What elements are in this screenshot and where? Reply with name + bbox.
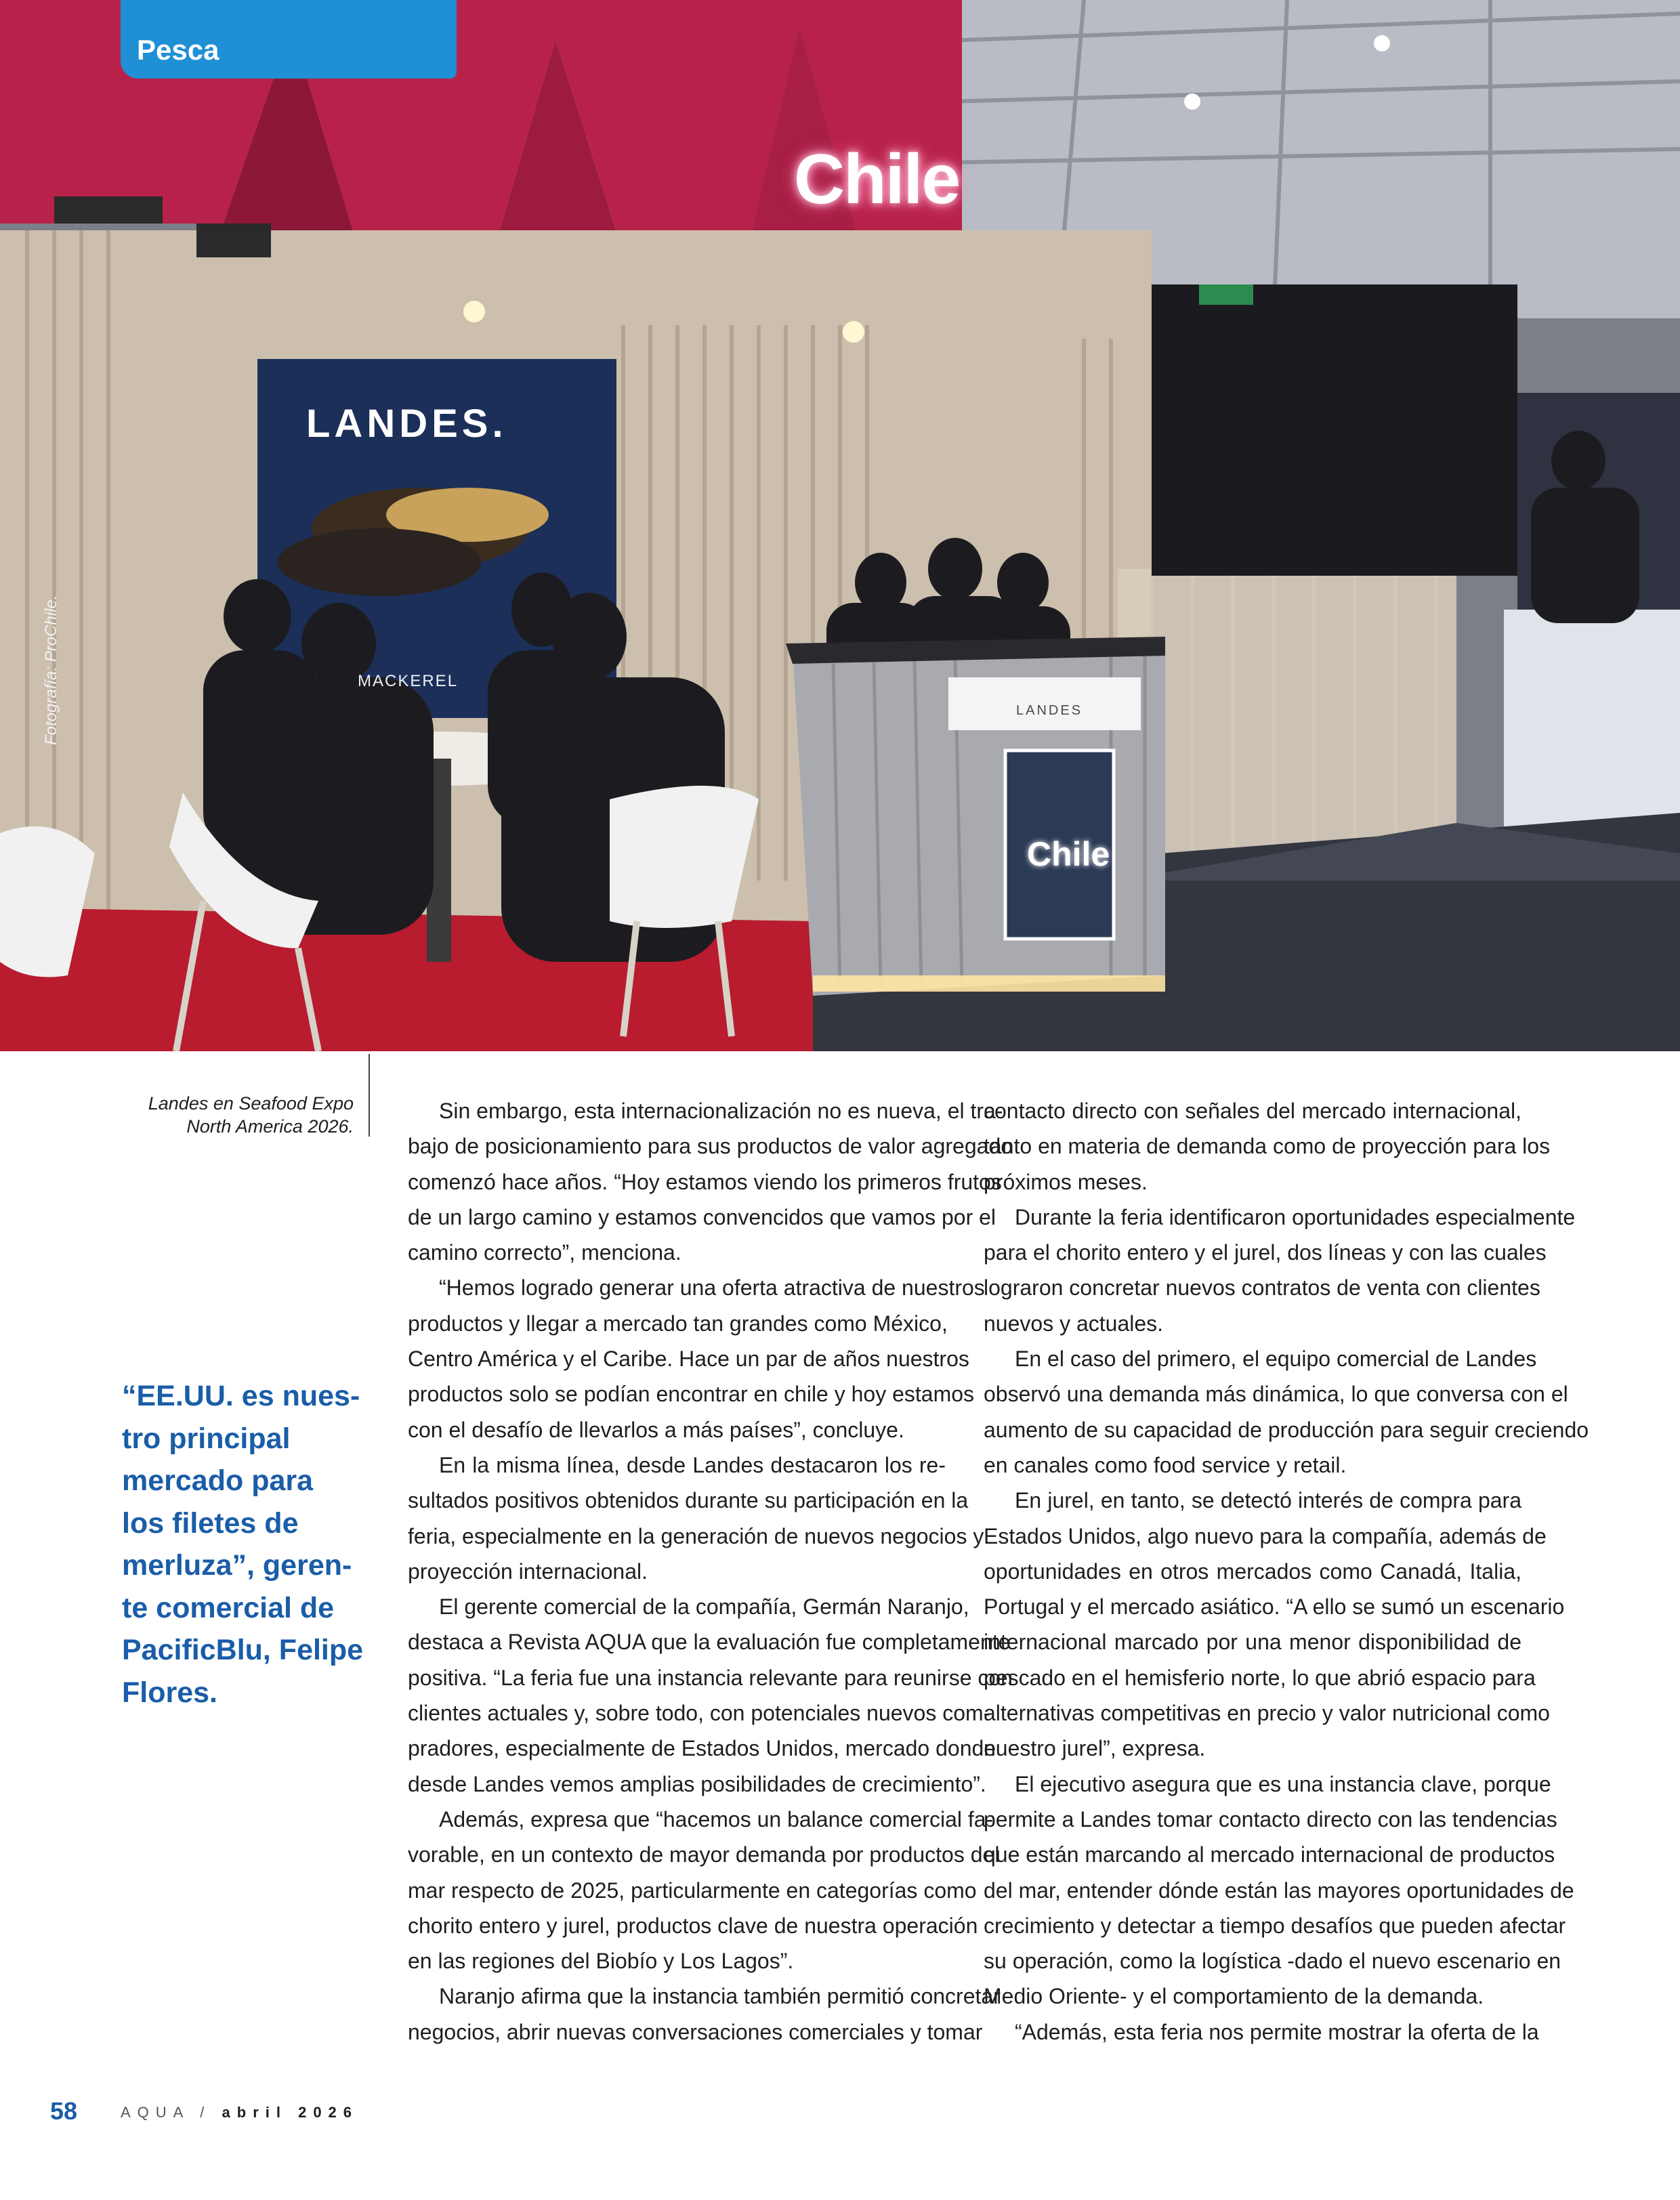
pull-quote-line: tro principal [122, 1422, 291, 1455]
body-line: productos y llegar a mercado tan grandes como México, [408, 1311, 948, 1336]
body-line: En el caso del primero, el equipo comercial de Landes [1015, 1347, 1537, 1372]
body-line: nuestro jurel”, expresa. [984, 1736, 1206, 1761]
body-line: positiva. “La feria fue una instancia relevante para reunirse con [408, 1665, 1013, 1690]
pull-quote [122, 1375, 379, 1714]
counter-chile-logo: Chile [1027, 835, 1110, 873]
pull-quote-line: Flores. [122, 1676, 217, 1709]
body-line: Estados Unidos, algo nuevo para la compañía, además de [984, 1523, 1547, 1548]
body-line: Sin embargo, esta internacionalización no es nueva, el tra- [439, 1099, 1003, 1123]
footer-magazine [121, 2104, 358, 2121]
body-line: Medio Oriente- y el comportamiento de la demanda. [984, 1984, 1484, 2009]
body-line: En jurel, en tanto, se detectó interés de compra para [1015, 1488, 1521, 1513]
pull-quote-line: “EE.UU. es nues- [122, 1380, 360, 1412]
body-line: pescado en el hemisferio norte, lo que abrió espacio para [984, 1665, 1536, 1690]
pull-quote-line: merluza”, geren- [122, 1549, 352, 1582]
body-line: En la misma línea, desde Landes destacaron los re- [439, 1452, 946, 1477]
body-line: para el chorito entero y el jurel, dos líneas y con las cuales [984, 1240, 1547, 1265]
body-line: proyección internacional. [408, 1559, 648, 1584]
photo-caption [115, 1092, 354, 1138]
body-line: crecimiento y detectar a tiempo desafíos que pueden afectar [984, 1913, 1566, 1938]
body-line: chorito entero y jurel, productos clave de nuestra operación [408, 1913, 978, 1938]
body-line: su operación, como la logística -dado el nuevo escenario en [984, 1949, 1561, 1974]
magazine-name: AQUA [121, 2104, 190, 2121]
body-line: sultados positivos obtenidos durante su participación en la [408, 1488, 969, 1513]
body-line: El gerente comercial de la compañía, Germán Naranjo, [439, 1594, 969, 1620]
body-line: Durante la feria identificaron oportunidades especialmente [1015, 1204, 1576, 1229]
body-line: feria, especialmente en la generación de nuevos negocios y [408, 1523, 984, 1548]
mackerel-poster-text: MACKEREL [358, 672, 459, 690]
pull-quote-line: mercado para [122, 1464, 314, 1497]
body-column-2 [984, 1093, 1589, 2050]
body-line: El ejecutivo asegura que es una instancia clave, porque [1015, 1771, 1551, 1796]
body-line: destaca a Revista AQUA que la evaluación fue completamente [408, 1630, 1011, 1655]
body-line: contacto directo con señales del mercado internacional, [984, 1099, 1521, 1123]
hero-photo [0, 0, 1680, 1051]
body-line: permite a Landes tomar contacto directo con las tendencias [984, 1806, 1557, 1832]
photo-credit: Fotografía: ProChile. [42, 595, 60, 745]
body-line: pradores, especialmente de Estados Unidos, mercado donde [408, 1736, 996, 1761]
caption-line: North America 2026. [186, 1116, 354, 1137]
body-line: productos solo se podían encontrar en chile y hoy estamos [408, 1382, 975, 1407]
body-line: con el desafío de llevarlos a más países”, concluye. [408, 1417, 904, 1442]
body-line: nuevos y actuales. [984, 1311, 1164, 1336]
body-line: que están marcando al mercado internacional de productos [984, 1842, 1555, 1867]
body-line: lograron concretar nuevos contratos de venta con clientes [984, 1275, 1540, 1300]
body-line: próximos meses. [984, 1169, 1148, 1194]
body-line: mar respecto de 2025, particularmente en categorías como [408, 1878, 977, 1903]
body-line: desde Landes vemos amplias posibilidades de crecimiento”. [408, 1771, 986, 1796]
body-line: negocios, abrir nuevas conversaciones comerciales y tomar [408, 2019, 983, 2044]
body-line: clientes actuales y, sobre todo, con potenciales nuevos com- [408, 1701, 991, 1726]
pull-quote-line: te comercial de [122, 1591, 335, 1624]
body-line: en las regiones del Biobío y Los Lagos”. [408, 1949, 794, 1974]
section-label: Pesca [137, 34, 219, 66]
body-line: internacional marcado por una menor disponibilidad de [984, 1630, 1521, 1655]
pull-quote-line: PacificBlu, Felipe [122, 1634, 364, 1666]
body-line: vorable, en un contexto de mayor demanda por productos del [408, 1842, 1000, 1867]
body-line: Además, expresa que “hacemos un balance comercial fa- [439, 1806, 994, 1832]
body-column-1 [408, 1093, 1013, 2050]
caption-divider [369, 1054, 370, 1137]
body-line: alternativas competitivas en precio y valor nutricional como [984, 1701, 1550, 1726]
footer-separator: / [200, 2104, 211, 2121]
body-line: comenzó hace años. “Hoy estamos viendo los primeros frutos [408, 1169, 1002, 1194]
body-line: del mar, entender dónde están las mayores oportunidades de [984, 1878, 1574, 1903]
pull-quote-line: los filetes de [122, 1506, 299, 1540]
body-line: Naranjo afirma que la instancia también permitió concretar [439, 1984, 1001, 2009]
page-number: 58 [50, 2097, 78, 2125]
body-line: observó una demanda más dinámica, lo que conversa con el [984, 1382, 1568, 1407]
landes-poster-logo: LANDES. [306, 402, 507, 446]
chile-neon-sign: Chile [794, 140, 960, 219]
body-line: oportunidades en otros mercados como Canadá, Italia, [984, 1559, 1521, 1584]
body-line: tanto en materia de demanda como de proyección para los [984, 1134, 1551, 1159]
body-line: camino correcto”, menciona. [408, 1240, 681, 1265]
issue-date: abril 2026 [222, 2104, 359, 2121]
body-line: en canales como food service y retail. [984, 1452, 1347, 1477]
body-line: Centro América y el Caribe. Hace un par de años nuestros [408, 1347, 969, 1372]
counter-brand-label: LANDES [1016, 703, 1083, 718]
body-line: bajo de posicionamiento para sus productos de valor agregado [408, 1134, 1013, 1159]
section-tab [121, 0, 457, 79]
body-line: Portugal y el mercado asiático. “A ello se sumó un escenario [984, 1594, 1565, 1620]
body-line: “Hemos logrado generar una oferta atractiva de nuestros [439, 1275, 985, 1300]
body-line: de un largo camino y estamos convencidos que vamos por el [408, 1204, 996, 1229]
body-line: aumento de su capacidad de producción para seguir creciendo [984, 1417, 1589, 1442]
body-line: “Además, esta feria nos permite mostrar la oferta de la [1015, 2019, 1539, 2044]
caption-line: Landes en Seafood Expo [148, 1093, 354, 1114]
